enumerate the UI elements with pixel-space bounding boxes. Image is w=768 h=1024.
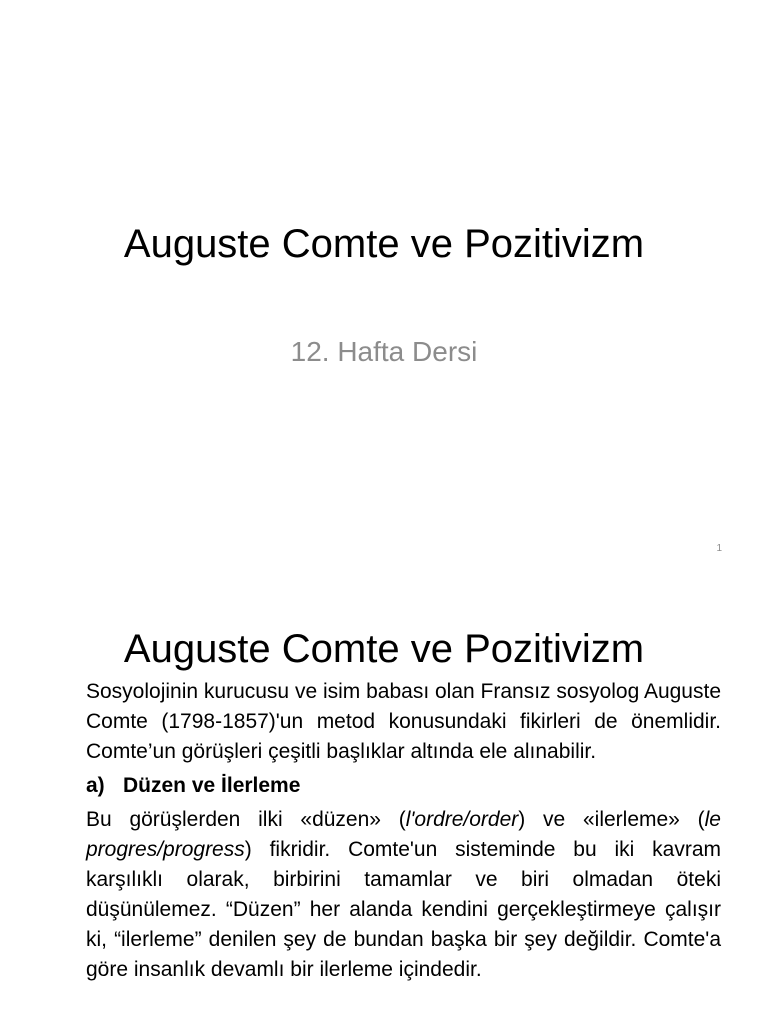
paragraph-text: ) fikridir. Comte'un sisteminde bu iki kavram karşılıklı olarak, birbirini tamamlar ve biri olmadan öteki düşünülemez. “Düzen” her alanda kendini gerçekleştirmeye çalışır ki, “ilerleme” denilen şey de bundan başka bir şey değildir. Comte'a göre insanlık devamlı bir ilerleme içindedir. bbox=[86, 838, 721, 981]
paragraph-text: ) ve «ilerleme» ( bbox=[518, 808, 705, 831]
italic-term: l'ordre/order bbox=[405, 808, 519, 831]
section-marker: a) bbox=[86, 774, 105, 797]
slide-title: Auguste Comte ve Pozitivizm bbox=[123, 222, 645, 266]
section-heading bbox=[86, 771, 721, 801]
page-number: 1 bbox=[716, 543, 722, 554]
content-slide bbox=[0, 576, 768, 1024]
slide-subtitle: 12. Hafta Dersi bbox=[290, 336, 478, 367]
slide-title: Auguste Comte ve Pozitivizm bbox=[123, 627, 645, 671]
paragraph-text: Bu görüşlerden ilki «düzen» ( bbox=[86, 808, 406, 831]
intro-paragraph: Sosyolojinin kurucusu ve isim babası olan Fransız sosyolog Auguste Comte (1798-1857)'un metod konusundaki fikirleri de önemlidir. Comte’un görüşleri çeşitli başlıklar altında ele alınabilir. bbox=[86, 680, 722, 763]
italic-term: le progres/progress bbox=[86, 808, 721, 861]
slide-body bbox=[86, 677, 721, 985]
section-paragraph bbox=[86, 805, 721, 985]
section-heading-text: Düzen ve İlerleme bbox=[123, 774, 301, 797]
